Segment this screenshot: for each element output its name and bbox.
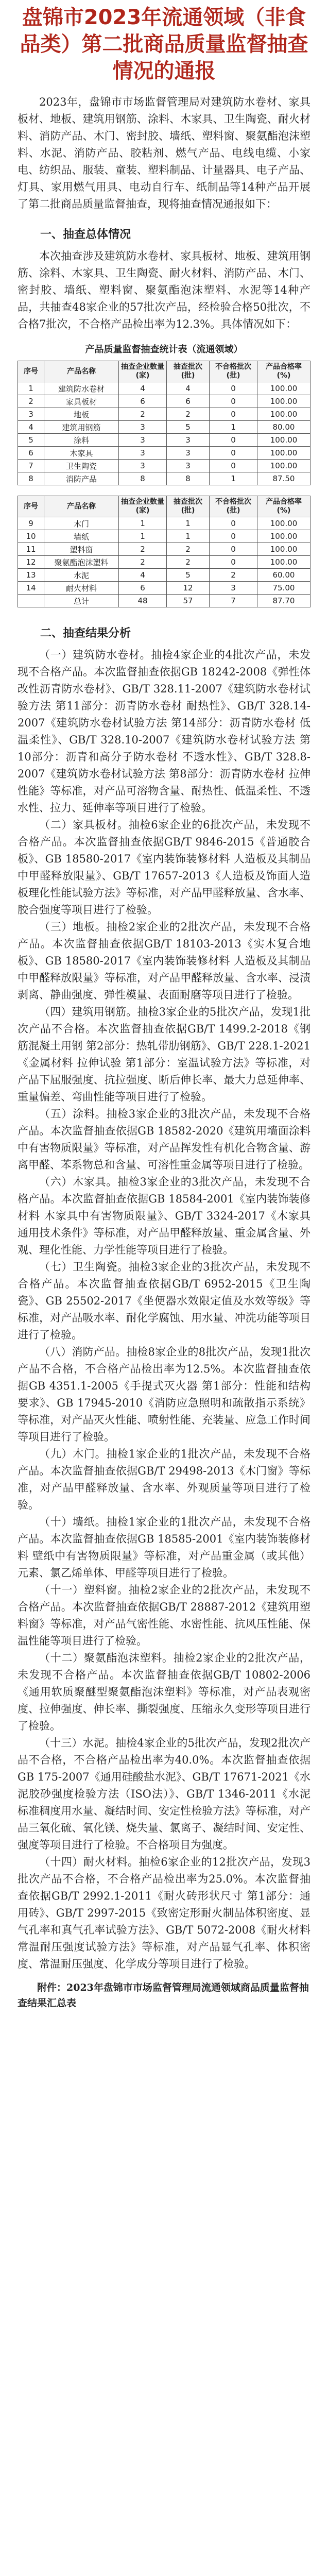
cell: 1 <box>167 517 210 530</box>
table-header-row <box>18 361 310 382</box>
cell: 10 <box>18 530 44 543</box>
table-row <box>18 582 310 595</box>
col-header-batches: 抽查批次(批) <box>167 361 210 382</box>
cell: 2 <box>119 408 167 421</box>
cell: 0 <box>210 460 257 472</box>
cell: 4 <box>119 569 167 582</box>
cell: 塑料窗 <box>44 543 119 556</box>
cell: 木门 <box>44 517 119 530</box>
cell: 建筑防水卷材 <box>44 382 119 395</box>
cell: 地板 <box>44 408 119 421</box>
overview-paragraph: 本次抽查涉及建筑防水卷材、家具板材、地板、建筑用钢筋、涂料、木家具、卫生陶瓷、耐火材料、消防产品、木门、密封胶、墙纸、塑料窗、聚氨酯泡沫塑料、水泥等14种产品，共抽查48家企业的57批次产品，经检验合格50批次，不合格7批次，不合格产品检出率为12.3%。具体情况如下： <box>18 250 310 330</box>
cell: 4 <box>167 382 210 395</box>
cell: 100.00 <box>257 395 310 408</box>
cell: 1 <box>18 382 44 395</box>
col-header-enterprises: 抽查企业数量(家) <box>119 361 167 382</box>
col-header-index: 序号 <box>18 496 44 517</box>
analysis-paragraph: （十一）塑料窗。抽检2家企业的2批次产品，未发现不合格产品。本次监督抽查依据GB/T 28887-2012《建筑用塑料窗》等标准，对产品气密性能、水密性能、抗风压性能、保温性能等项目进行了检验。 <box>18 1584 310 1647</box>
cell: 2 <box>167 408 210 421</box>
analysis-paragraph: （七）卫生陶瓷。抽检3家企业的3批次产品，未发现不合格产品。本次监督抽查依据GB/T 6952-2015《卫生陶瓷》、GB 25502-2017《坐便器水效限定值及水效等级》等标准，对产品吸水率、耐化学腐蚀、用水量、冲洗功能等项目进行了检验。 <box>18 1261 310 1341</box>
cell: 100.00 <box>257 434 310 447</box>
table-row <box>18 408 310 421</box>
cell: 6 <box>119 395 167 408</box>
statistics-table-part2 <box>18 496 310 607</box>
cell: 60.00 <box>257 569 310 582</box>
cell: 3 <box>210 582 257 595</box>
table-row <box>18 556 310 569</box>
col-header-pass-rate: 产品合格率(%) <box>257 496 310 517</box>
analysis-paragraph: （四）建筑用钢筋。抽检3家企业的5批次产品，发现1批次产品不合格。本次监督抽查依据GB/T 1499.2-2018《钢筋混凝土用钢 第2部分：热轧带肋钢筋》、GB/T 228.1-2021《金属材料 拉伸试验 第1部分：室温试验方法》等标准，对产品下屈服强度、抗拉强度、断后伸长率、最大力总延伸率、重量偏差、弯曲性能等项目进行了检验。 <box>18 1006 310 1103</box>
intro-paragraph: 2023年，盘锦市市场监督管理局对建筑防水卷材、家具板材、地板、建筑用钢筋、涂料、木家具、卫生陶瓷、耐火材料、消防产品、木门、密封胶、墙纸、塑料窗、聚氨酯泡沫塑料、水泥、消防产品、胶粘剂、燃气产品、电线电缆、小家电、纺织品、服装、童装、塑料制品、计量器具、电子产品、灯具、家用燃气用具、电动自行车、纸制品等14种产品开展了第二批商品质量监督抽查，现将抽查情况通报如下： <box>18 96 310 210</box>
cell: 3 <box>167 460 210 472</box>
cell: 2 <box>119 543 167 556</box>
cell: 5 <box>167 569 210 582</box>
table-row <box>18 543 310 556</box>
cell: 8 <box>167 472 210 485</box>
table-row <box>18 530 310 543</box>
cell: 5 <box>18 434 44 447</box>
table-caption: 产品质量监督抽查统计表（流通领域） <box>85 344 243 355</box>
cell: 建筑用钢筋 <box>44 421 119 434</box>
cell: 家具板材 <box>44 395 119 408</box>
cell: 1 <box>210 472 257 485</box>
cell: 2 <box>210 569 257 582</box>
table-row <box>18 472 310 485</box>
col-header-index: 序号 <box>18 361 44 382</box>
cell: 涂料 <box>44 434 119 447</box>
col-header-enterprises: 抽查企业数量(家) <box>119 496 167 517</box>
cell: 13 <box>18 569 44 582</box>
cell: 3 <box>119 421 167 434</box>
cell <box>18 595 44 607</box>
cell: 57 <box>167 595 210 607</box>
col-header-product: 产品名称 <box>44 361 119 382</box>
table-row <box>18 517 310 530</box>
cell: 水泥 <box>44 569 119 582</box>
cell: 墙纸 <box>44 530 119 543</box>
cell: 聚氨酯泡沫塑料 <box>44 556 119 569</box>
cell: 6 <box>119 582 167 595</box>
cell: 0 <box>210 395 257 408</box>
col-header-product: 产品名称 <box>44 496 119 517</box>
cell: 0 <box>210 543 257 556</box>
cell: 9 <box>18 517 44 530</box>
cell: 100.00 <box>257 460 310 472</box>
analysis-paragraph: （十二）聚氨酯泡沫塑料。抽检2家企业的2批次产品，未发现不合格产品。本次监督抽查依据GB/T 10802-2006《通用软质聚醚型聚氨酯泡沫塑料》等标准，对产品表观密度、拉伸强度、伸长率、撕裂强度、压缩永久变形等项目进行了检验。 <box>18 1652 310 1732</box>
cell: 87.50 <box>257 472 310 485</box>
analysis-paragraph: （五）涂料。抽检3家企业的3批次产品，未发现不合格产品。本次监督抽查依据GB 18582-2020《建筑用墙面涂料中有害物质限量》等标准，对产品挥发性有机化合物含量、游离甲醛、苯系物总和含量、可溶性重金属等项目进行了检验。 <box>18 1108 310 1171</box>
cell: 耐火材料 <box>44 582 119 595</box>
table-header-row <box>18 496 310 517</box>
cell: 8 <box>18 472 44 485</box>
cell: 14 <box>18 582 44 595</box>
cell: 12 <box>167 582 210 595</box>
cell: 3 <box>119 447 167 460</box>
cell: 4 <box>18 421 44 434</box>
cell: 2 <box>167 543 210 556</box>
analysis-paragraph: （六）木家具。抽检3家企业的3批次产品，未发现不合格产品。本次监督抽查依据GB 18584-2001《室内装饰装修材料 木家具中有害物质限量》、GB/T 3324-2017《木家具通用技术条件》等标准，对产品甲醛释放量、重金属含量、外观、理化性能、力学性能等项目进行了检验。 <box>18 1176 310 1256</box>
col-header-pass-rate: 产品合格率(%) <box>257 361 310 382</box>
cell: 2 <box>18 395 44 408</box>
col-header-batches: 抽查批次(批) <box>167 496 210 517</box>
cell: 80.00 <box>257 421 310 434</box>
cell: 0 <box>210 556 257 569</box>
cell: 木家具 <box>44 447 119 460</box>
cell: 4 <box>119 382 167 395</box>
cell: 100.00 <box>257 517 310 530</box>
cell: 0 <box>210 434 257 447</box>
table-row <box>18 434 310 447</box>
cell: 100.00 <box>257 556 310 569</box>
cell: 3 <box>18 408 44 421</box>
cell: 0 <box>210 382 257 395</box>
cell: 100.00 <box>257 543 310 556</box>
cell: 12 <box>18 556 44 569</box>
cell: 消防产品 <box>44 472 119 485</box>
cell: 3 <box>167 447 210 460</box>
cell: 100.00 <box>257 408 310 421</box>
cell: 6 <box>167 395 210 408</box>
cell: 8 <box>119 472 167 485</box>
cell: 1 <box>119 517 167 530</box>
cell: 100.00 <box>257 382 310 395</box>
cell: 3 <box>119 460 167 472</box>
table-row <box>18 460 310 472</box>
cell: 3 <box>119 434 167 447</box>
cell: 48 <box>119 595 167 607</box>
analysis-paragraph: （九）木门。抽检1家企业的1批次产品，未发现不合格产品。本次监督抽查依据GB/T 29498-2013《木门窗》等标准，对产品甲醛释放量、含水率、外观质量等项目进行了检验。 <box>18 1448 310 1511</box>
cell: 1 <box>167 530 210 543</box>
cell: 75.00 <box>257 582 310 595</box>
cell: 1 <box>210 421 257 434</box>
cell: 0 <box>210 447 257 460</box>
analysis-paragraph: （一）建筑防水卷材。抽检4家企业的4批次产品，未发现不合格产品。本次监督抽查依据GB 18242-2008《弹性体改性沥青防水卷材》、GB/T 328.11-2007《建筑防水卷材试验方法 第11部分：沥青防水卷材 耐热性》、GB/T 328.14-2007《建筑防水卷材试验方法 第14部分：沥青防水卷材 低温柔性》、GB/T 328.10-2007《建筑防水卷材试验方法 第10部分：沥青和高分子防水卷材 不透水性》、GB/T 328.8-2007《建筑防水卷材试验方法 第8部分：沥青防水卷材 拉伸性能》等标准，对产品可溶物含量、耐热性、低温柔性、不透水性、拉力、延伸率等项目进行了检验。 <box>18 649 310 814</box>
col-header-failed: 不合格批次(批) <box>210 496 257 517</box>
table-row <box>18 447 310 460</box>
table-total-row <box>18 595 310 607</box>
cell: 11 <box>18 543 44 556</box>
table-row <box>18 421 310 434</box>
cell: 7 <box>210 595 257 607</box>
cell: 7 <box>18 460 44 472</box>
analysis-paragraph: （八）消防产品。抽检8家企业的8批次产品，发现1批次产品不合格，不合格产品检出率为12.5%。本次监督抽查依据GB 4351.1-2005《手提式灭火器 第1部分：性能和结构要求》、GB 17945-2010《消防应急照明和疏散指示系统》等标准，对产品灭火性能、喷射性能、充装量、应急工作时间等项目进行了检验。 <box>18 1346 310 1443</box>
cell: 0 <box>210 408 257 421</box>
cell: 5 <box>167 421 210 434</box>
cell: 87.70 <box>257 595 310 607</box>
analysis-paragraph: （二）家具板材。抽检6家企业的6批次产品，未发现不合格产品。本次监督抽查依据GB/T 9846-2015《普通胶合板》、GB 18580-2017《室内装饰装修材料 人造板及其制品中甲醛释放限量》、GB/T 17657-2013《人造板及饰面人造板理化性能试验方法》等标准，对产品甲醛释放量、含水率、胶合强度等项目进行了检验。 <box>18 819 310 916</box>
cell: 100.00 <box>257 530 310 543</box>
cell: 100.00 <box>257 447 310 460</box>
cell: 0 <box>210 530 257 543</box>
table-row <box>18 569 310 582</box>
statistics-table-part1 <box>18 361 310 485</box>
cell: 1 <box>119 530 167 543</box>
section-heading-overview: 一、抽查总体情况 <box>40 228 131 241</box>
analysis-paragraph: （三）地板。抽检2家企业的2批次产品，未发现不合格产品。本次监督抽查依据GB/T 18103-2013《实木复合地板》、GB 18580-2017《室内装饰装修材料 人造板及其制品中甲醛释放限量》等标准，对产品甲醛释放量、含水率、浸渍剥离、静曲强度、弹性模量、表面耐磨等项目进行了检验。 <box>18 921 310 1001</box>
cell: 2 <box>119 556 167 569</box>
attachment-note: 附件：2023年盘锦市市场监督管理局流通领域商品质量监督抽查结果汇总表 <box>18 1982 309 2009</box>
analysis-paragraph: （十）墙纸。抽检1家企业的1批次产品，未发现不合格产品。本次监督抽查依据GB 18585-2001《室内装饰装修材料 壁纸中有害物质限量》等标准，对产品重金属（或其他）元素、氯乙烯单体、甲醛等项目进行了检验。 <box>18 1516 310 1579</box>
analysis-paragraph: （十三）水泥。抽检4家企业的5批次产品，发现2批次产品不合格，不合格产品检出率为40.0%。本次监督抽查依据GB 175-2007《通用硅酸盐水泥》、GB/T 17671-2021《水泥胶砂强度检验方法（ISO法）》、GB/T 1346-2011《水泥标准稠度用水量、凝结时间、安定性检验方法》等标准，对产品三氧化硫、氧化镁、烧失量、氯离子、凝结时间、安定性、强度等项目进行了检验。不合格项目为强度。 <box>18 1737 310 1851</box>
table-row <box>18 382 310 395</box>
cell: 2 <box>167 556 210 569</box>
section-heading-analysis: 二、抽查结果分析 <box>40 627 131 640</box>
cell: 6 <box>18 447 44 460</box>
cell: 总计 <box>44 595 119 607</box>
cell: 卫生陶瓷 <box>44 460 119 472</box>
cell: 3 <box>167 434 210 447</box>
cell: 0 <box>210 517 257 530</box>
col-header-failed: 不合格批次(批) <box>210 361 257 382</box>
page-title: 盘锦市2023年流通领域（非食品类）第二批商品质量监督抽查情况的通报 <box>20 6 308 83</box>
analysis-paragraph: （十四）耐火材料。抽检6家企业的12批次产品，发现3批次产品不合格，不合格产品检出率为25.0%。本次监督抽查依据GB/T 2992.1-2011《耐火砖形状尺寸 第1部分：通用砖》、GB/T 2997-2015《致密定形耐火制品体积密度、显气孔率和真气孔率试验方法》、GB/T 5072-2008《耐火材料 常温耐压强度试验方法》等标准，对产品显气孔率、体积密度、常温耐压强度、化学成分等项目进行了检验。 <box>18 1856 310 1970</box>
table-row <box>18 395 310 408</box>
